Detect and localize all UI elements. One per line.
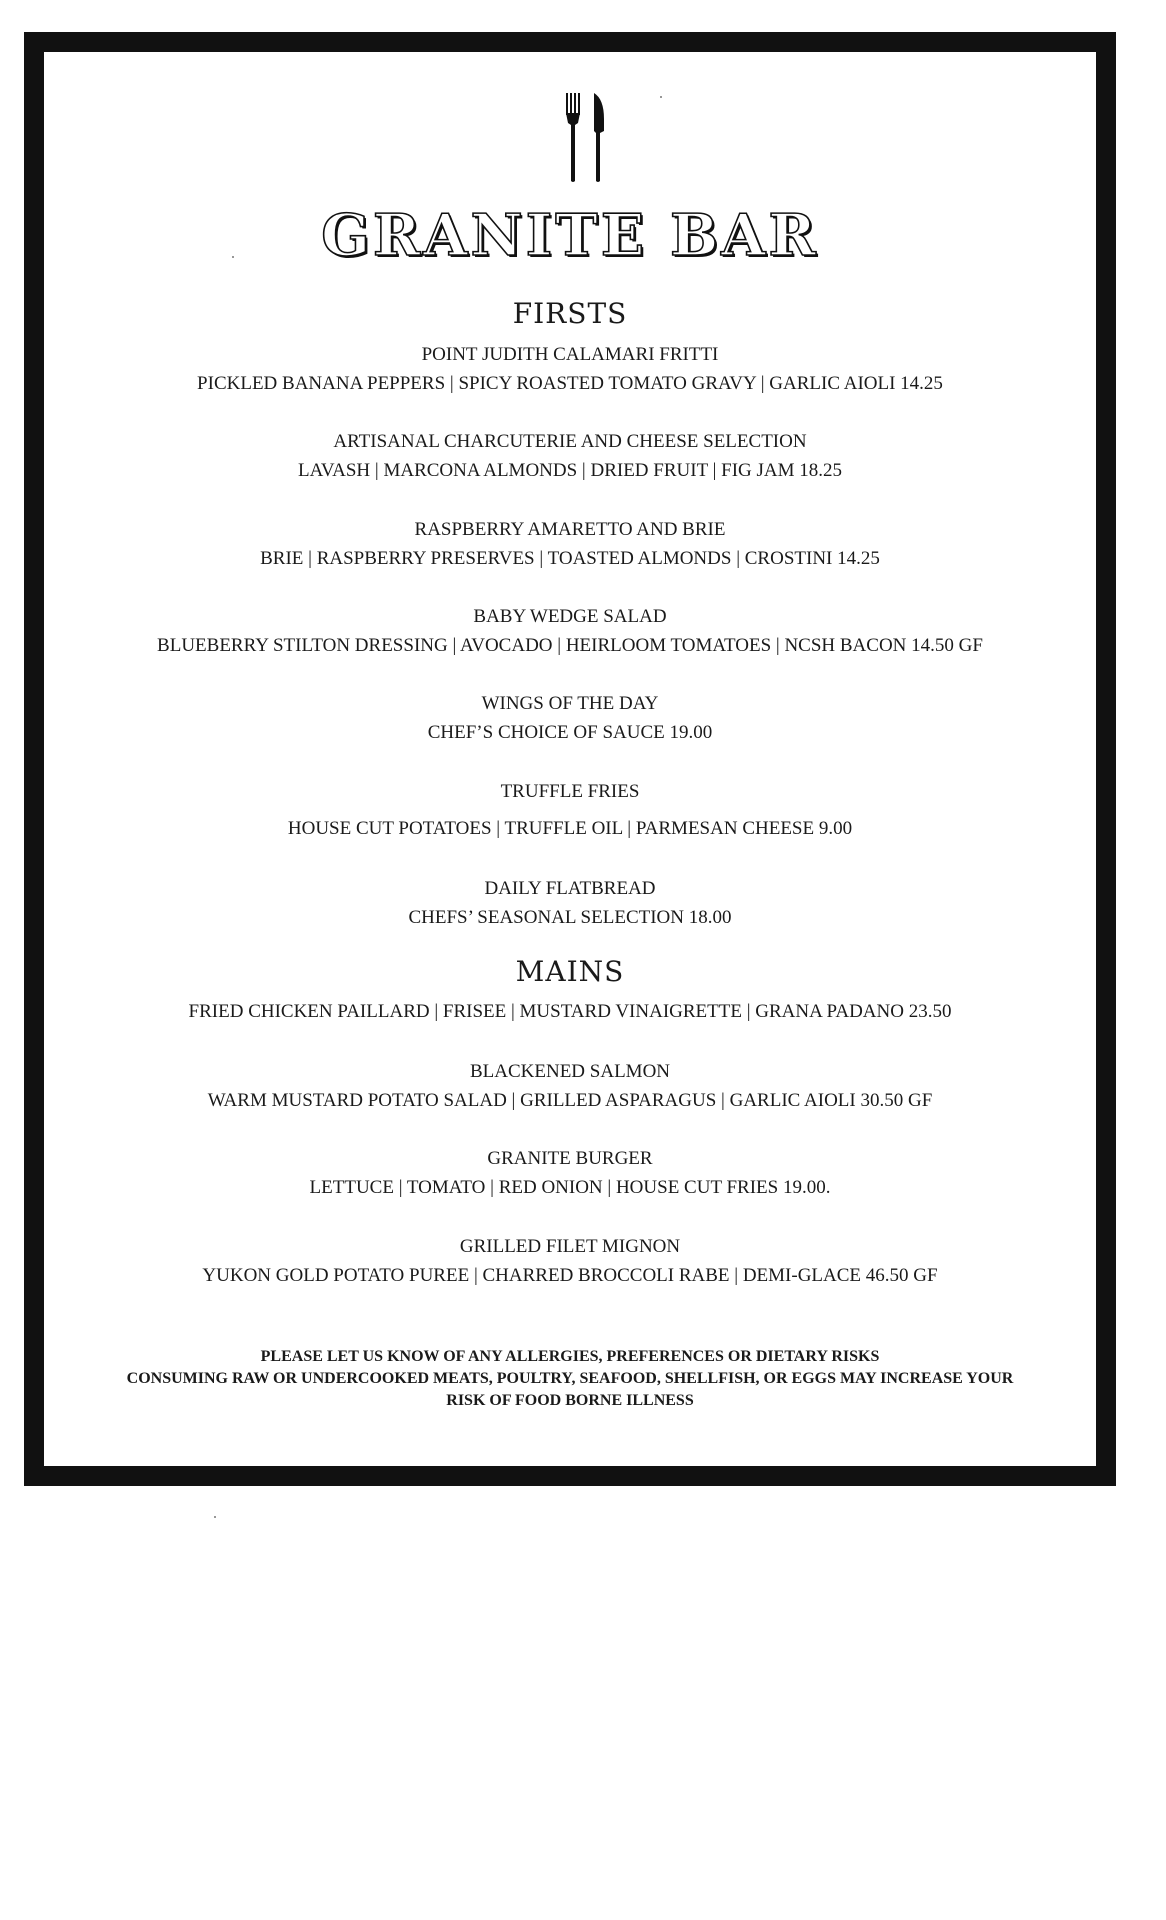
item-name: BABY WEDGE SALAD xyxy=(473,606,667,627)
scan-speck xyxy=(660,96,662,98)
item-name: WINGS OF THE DAY xyxy=(481,693,659,714)
item-description: BRIE | RASPBERRY PRESERVES | TOASTED ALMONDS | CROSTINI 14.25 xyxy=(260,548,880,569)
scan-speck xyxy=(214,1516,216,1518)
menu-item xyxy=(44,432,1096,480)
menu-item xyxy=(44,520,1096,568)
menu-item xyxy=(44,1149,1096,1197)
menu-item xyxy=(44,1237,1096,1285)
item-description: FRIED CHICKEN PAILLARD | FRISEE | MUSTARD VINAIGRETTE | GRANA PADANO 23.50 xyxy=(188,1001,952,1022)
menu-item xyxy=(44,694,1096,742)
item-description: LAVASH | MARCONA ALMONDS | DRIED FRUIT | FIG JAM 18.25 xyxy=(297,460,843,481)
item-description: CHEF’S CHOICE OF SAUCE 19.00 xyxy=(427,722,713,743)
item-description: YUKON GOLD POTATO PUREE | CHARRED BROCCOLI RABE | DEMI-GLACE 46.50 GF xyxy=(202,1265,938,1286)
restaurant-name: GRANITE BAR xyxy=(321,202,819,269)
menu-item xyxy=(44,782,1096,838)
item-name: POINT JUDITH CALAMARI FRITTI xyxy=(421,344,719,365)
notice-line: RISK OF FOOD BORNE ILLNESS xyxy=(446,1392,694,1409)
menu-item xyxy=(44,607,1096,655)
menu-frame xyxy=(24,32,1116,1486)
section-heading-mains: MAINS xyxy=(515,955,625,988)
item-description: BLUEBERRY STILTON DRESSING | AVOCADO | HEIRLOOM TOMATOES | NCSH BACON 14.50 GF xyxy=(157,635,983,656)
item-description: WARM MUSTARD POTATO SALAD | GRILLED ASPARAGUS | GARLIC AIOLI 30.50 GF xyxy=(207,1090,933,1111)
item-description: PICKLED BANANA PEPPERS | SPICY ROASTED TOMATO GRAVY | GARLIC AIOLI 14.25 xyxy=(197,373,943,394)
item-name: ARTISANAL CHARCUTERIE AND CHEESE SELECTION xyxy=(333,431,807,452)
item-description: CHEFS’ SEASONAL SELECTION 18.00 xyxy=(408,907,732,928)
item-name: DAILY FLATBREAD xyxy=(484,878,656,899)
item-name: GRANITE BURGER xyxy=(487,1148,653,1169)
notice-line: CONSUMING RAW OR UNDERCOOKED MEATS, POULTRY, SEAFOOD, SHELLFISH, OR EGGS MAY INCREASE YOUR xyxy=(126,1370,1014,1387)
item-name: RASPBERRY AMARETTO AND BRIE xyxy=(414,519,726,540)
item-description: HOUSE CUT POTATOES | TRUFFLE OIL | PARMESAN CHEESE 9.00 xyxy=(287,818,853,839)
allergy-notice xyxy=(44,1346,1096,1412)
item-name: GRILLED FILET MIGNON xyxy=(459,1236,681,1257)
fork-and-knife-icon xyxy=(564,93,608,183)
menu-item xyxy=(44,1002,1096,1021)
section-heading-firsts: FIRSTS xyxy=(512,297,628,330)
scan-speck xyxy=(232,256,234,258)
item-description: LETTUCE | TOMATO | RED ONION | HOUSE CUT FRIES 19.00. xyxy=(309,1177,831,1198)
menu-item xyxy=(44,1062,1096,1110)
notice-line: PLEASE LET US KNOW OF ANY ALLERGIES, PREFERENCES OR DIETARY RISKS xyxy=(260,1348,880,1365)
item-name: TRUFFLE FRIES xyxy=(500,781,640,802)
menu-item xyxy=(44,345,1096,393)
item-name: BLACKENED SALMON xyxy=(469,1061,671,1082)
menu-item xyxy=(44,879,1096,927)
